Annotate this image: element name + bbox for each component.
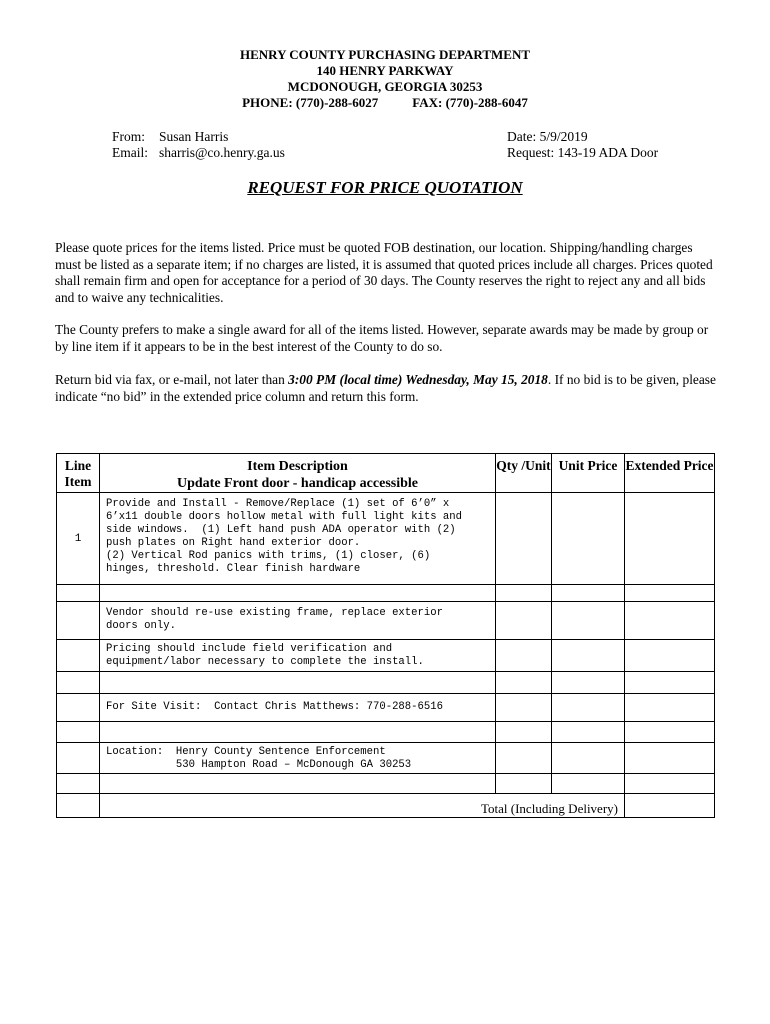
award-paragraph: The County prefers to make a single award for all of the items listed. However, separate awards may be made by group or by line item if it appears to be in the best interest of the County to do so.: [55, 322, 709, 354]
table-row: [57, 602, 715, 640]
return-paragraph: [55, 372, 720, 405]
line-number: 1: [57, 493, 100, 585]
email-value: sharris@co.henry.ga.us: [159, 145, 285, 160]
dept-name: HENRY COUNTY PURCHASING DEPARTMENT: [239, 47, 531, 62]
table-row: [57, 640, 715, 672]
from-label: From:: [112, 129, 146, 144]
from-value: Susan Harris: [159, 129, 229, 144]
dept-street: 140 HENRY PARKWAY: [316, 63, 454, 78]
qty-cell[interactable]: [496, 493, 552, 585]
table-row: [57, 672, 715, 694]
total-row: [57, 794, 715, 818]
unit-price-cell[interactable]: [552, 493, 625, 585]
phone-number: PHONE: (770)-288-6027: [242, 95, 379, 110]
table-header-row: [57, 454, 715, 493]
return-text-after: . If no bid is to be given, please indicate “no bid” in the extended price column and return this form.: [55, 372, 716, 404]
letterhead: [0, 47, 770, 111]
item-description-main: Provide and Install - Remove/Replace (1) set of 6’0” x 6’x11 double doors hollow metal with full light kits and side windows. (1) Left hand push ADA operator with (2) push plates on Right hand exterior door. (2) Vertical Rod panics with trims, (1) closer, (6) hinges, threshold. Clear finish hardware: [106, 498, 463, 575]
fax-number: FAX: (770)-288-6047: [412, 95, 528, 110]
return-deadline: 3:00 PM (local time) Wednesday, May 15, 2018: [288, 372, 548, 387]
table-row: [57, 493, 715, 585]
table-row: [57, 694, 715, 722]
total-label: Total (Including Delivery): [100, 794, 625, 818]
email-label: Email:: [112, 145, 148, 160]
request-date: Date: 5/9/2019: [507, 129, 588, 144]
header-unit-price: Unit Price: [552, 454, 625, 493]
total-value-cell[interactable]: [625, 794, 715, 818]
table-row: [57, 743, 715, 774]
dept-city: MCDONOUGH, GEORGIA 30253: [287, 79, 483, 94]
extended-price-cell[interactable]: [625, 493, 715, 585]
item-description-site-visit: For Site Visit: Contact Chris Matthews: 770-288-6516: [106, 701, 443, 713]
header-item-description: [100, 454, 496, 493]
header-qty: Qty /Unit: [496, 454, 552, 493]
table-row: [57, 722, 715, 743]
header-line-item: Line Item: [57, 454, 100, 493]
item-description-location: Location: Henry County Sentence Enforcement 530 Hampton Road – McDonough GA 30253: [106, 746, 412, 771]
instructions-paragraph: Please quote prices for the items listed. Price must be quoted FOB destination, our location. Shipping/handling charges must be listed as a separate item; if no charges are listed, it is assumed that quoted prices include all charges. Prices quoted shall remain firm and open for acceptance for a period of 30 days. The County reserves the right to reject any and all bids and to waive any technicalities.: [55, 240, 713, 305]
quote-table: [56, 453, 715, 818]
request-number: Request: 143-19 ADA Door: [507, 145, 659, 160]
page-title: REQUEST FOR PRICE QUOTATION: [247, 178, 523, 197]
table-row: [57, 774, 715, 794]
sender-info: [112, 129, 285, 161]
contact-line: [0, 95, 770, 111]
header-desc-title: Item Description: [247, 459, 348, 474]
item-description-vendor: Vendor should re-use existing frame, replace exterior doors only.: [106, 607, 443, 632]
table-row: [57, 585, 715, 602]
return-text-before: Return bid via fax, or e-mail, not later than: [55, 372, 289, 387]
request-info: [507, 129, 658, 161]
item-description-pricing: Pricing should include field verification and equipment/labor necessary to complete the install.: [106, 643, 424, 668]
header-extended-price: Extended Price: [625, 454, 715, 493]
header-desc-subtitle: Update Front door - handicap accessible: [177, 476, 418, 491]
